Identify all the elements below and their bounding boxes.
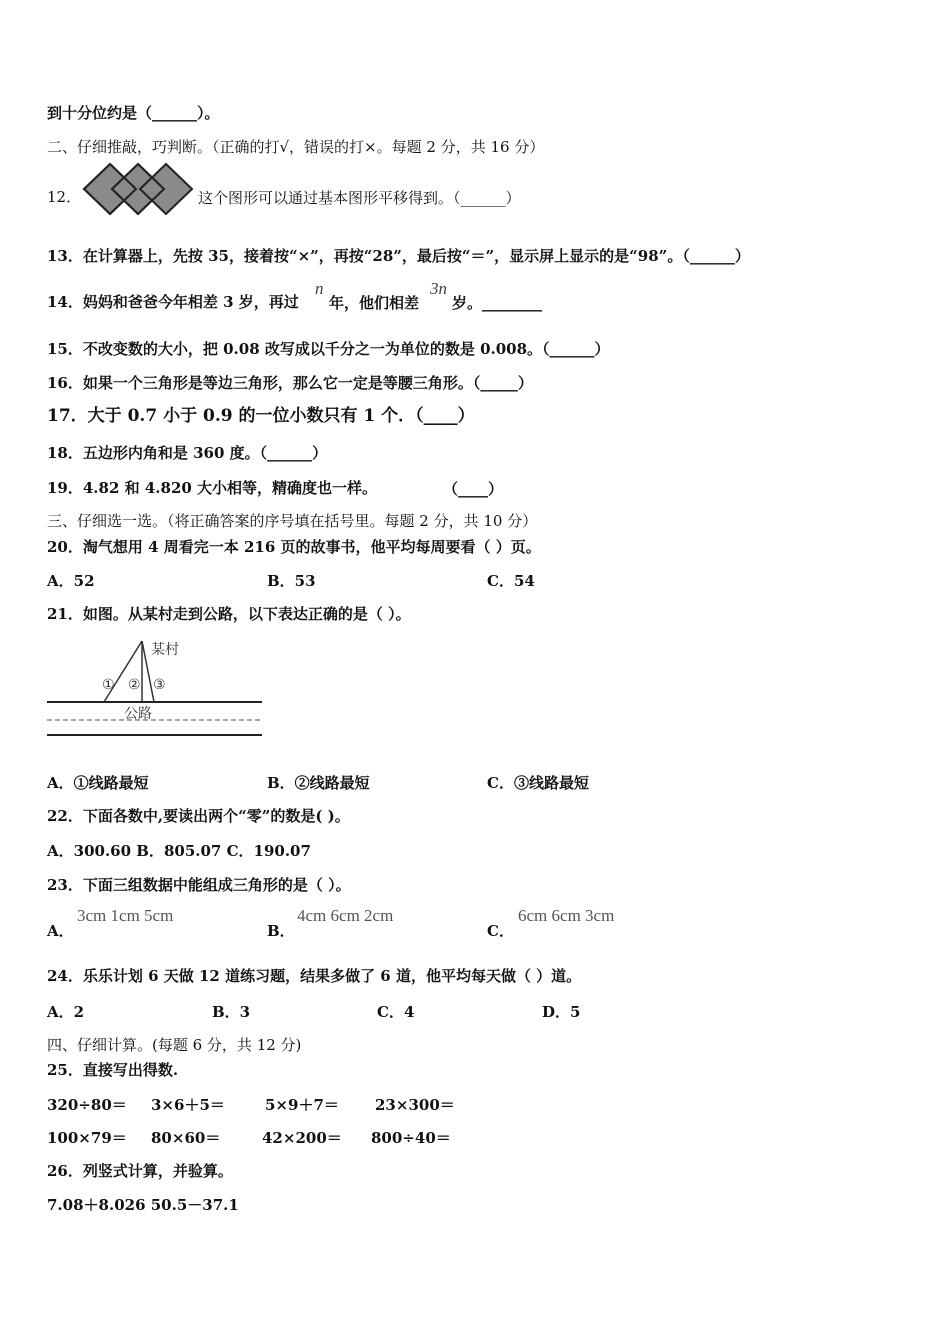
q24-option-d: D．5 xyxy=(542,1003,581,1021)
q14-var-n: n xyxy=(315,279,324,298)
q25-item: 100×79＝ xyxy=(47,1129,127,1147)
q25-item: 80×60＝ xyxy=(151,1129,221,1147)
q24-option-b: B．3 xyxy=(212,1003,251,1021)
q25-item: 320÷80＝ xyxy=(47,1096,127,1114)
q25-item: 800÷40＝ xyxy=(371,1129,451,1147)
q20-text: 20．淘气想用 4 周看完一本 216 页的故事书，他平均每周要看（ ）页。 xyxy=(47,538,541,556)
q25-item: 42×200＝ xyxy=(262,1129,342,1147)
q14-text-end: 岁。________ xyxy=(452,294,543,312)
q20-option-c: C．54 xyxy=(487,572,535,590)
q18-text: 18．五边形内角和是 360 度。（______） xyxy=(47,444,328,462)
q24-text: 24．乐乐计划 6 天做 12 道练习题，结果多做了 6 道，他平均每天做（ ）道。 xyxy=(47,967,582,985)
q14-text-mid: 年，他们相差 xyxy=(329,294,420,312)
q20-option-b: B．53 xyxy=(267,572,316,590)
q22-text: 22．下面各数中,要读出两个“零”的数是( )。 xyxy=(47,807,350,825)
q23-text: 23．下面三组数据中能组成三角形的是（ ）。 xyxy=(47,876,351,894)
q23-option-c-sides: 6cm 6cm 3cm xyxy=(518,906,615,925)
q24-option-c: C．4 xyxy=(377,1003,415,1021)
q12-text: 这个图形可以通过基本图形平移得到。（______） xyxy=(198,189,521,207)
q12-rhombus-figure xyxy=(82,160,194,218)
q21-option-a: A．①线路最短 xyxy=(47,774,149,792)
q23-option-b-label: B． xyxy=(267,922,295,940)
q21-village-label: 某村 xyxy=(151,642,179,658)
q14-expr-3n: 3n xyxy=(430,279,447,298)
section-2-heading: 二、仔细推敲，巧判断。（正确的打√，错误的打×。每题 2 分，共 16 分） xyxy=(47,138,545,156)
previous-question-tail: 到十分位约是（______）。 xyxy=(47,104,220,122)
q26-text: 26．列竖式计算，并验算。 xyxy=(47,1162,233,1180)
q25-item: 5×9＋7＝ xyxy=(265,1096,339,1114)
q21-option-c: C．③线路最短 xyxy=(487,774,589,792)
section-3-heading: 三、仔细选一选。（将正确答案的序号填在括号里。每题 2 分，共 10 分） xyxy=(47,512,538,530)
q25-item: 23×300＝ xyxy=(375,1096,455,1114)
q21-route-2-label: ② xyxy=(128,677,141,693)
q22-options: A．300.60 B．805.07 C．190.07 xyxy=(47,842,311,860)
q20-option-a: A．52 xyxy=(47,572,95,590)
q12-number: 12． xyxy=(47,188,82,206)
q23-option-c-label: C． xyxy=(487,922,514,940)
section-4-heading: 四、仔细计算。(每题 6 分，共 12 分) xyxy=(47,1036,302,1054)
q19-text: 19．4.82 和 4.820 大小相等，精确度也一样。 xyxy=(47,479,378,497)
q14-text-start: 14．妈妈和爸爸今年相差 3 岁，再过 xyxy=(47,293,299,311)
q13-text: 13．在计算器上，先按 35，接着按“×”，再按“28”，最后按“＝”，显示屏上显示的是“98”。（______） xyxy=(47,247,750,265)
q21-route-1-label: ① xyxy=(102,677,115,693)
q19-blank: （____） xyxy=(443,480,504,498)
q21-text: 21．如图。从某村走到公路，以下表达正确的是（ ）。 xyxy=(47,605,411,623)
q24-option-a: A．2 xyxy=(47,1003,85,1021)
q15-text: 15．不改变数的大小，把 0.08 改写成以千分之一为单位的数是 0.008。（______） xyxy=(47,340,610,358)
q21-road-label: 公路 xyxy=(124,706,152,722)
q25-item: 3×6＋5＝ xyxy=(151,1096,225,1114)
q25-text: 25．直接写出得数. xyxy=(47,1061,179,1079)
q26-expressions: 7.08＋8.026 50.5－37.1 xyxy=(47,1196,239,1214)
q17-text: 17．大于 0.7 小于 0.9 的一位小数只有 1 个．（____） xyxy=(47,406,475,426)
q23-option-a-sides: 3cm 1cm 5cm xyxy=(77,906,174,925)
q21-route-3-label: ③ xyxy=(153,677,166,693)
q16-text: 16．如果一个三角形是等边三角形，那么它一定是等腰三角形。（_____） xyxy=(47,374,533,392)
q21-route-figure xyxy=(44,634,266,744)
q23-option-b-sides: 4cm 6cm 2cm xyxy=(297,906,394,925)
q21-option-b: B．②线路最短 xyxy=(267,774,370,792)
q23-option-a-label: A． xyxy=(47,922,74,940)
